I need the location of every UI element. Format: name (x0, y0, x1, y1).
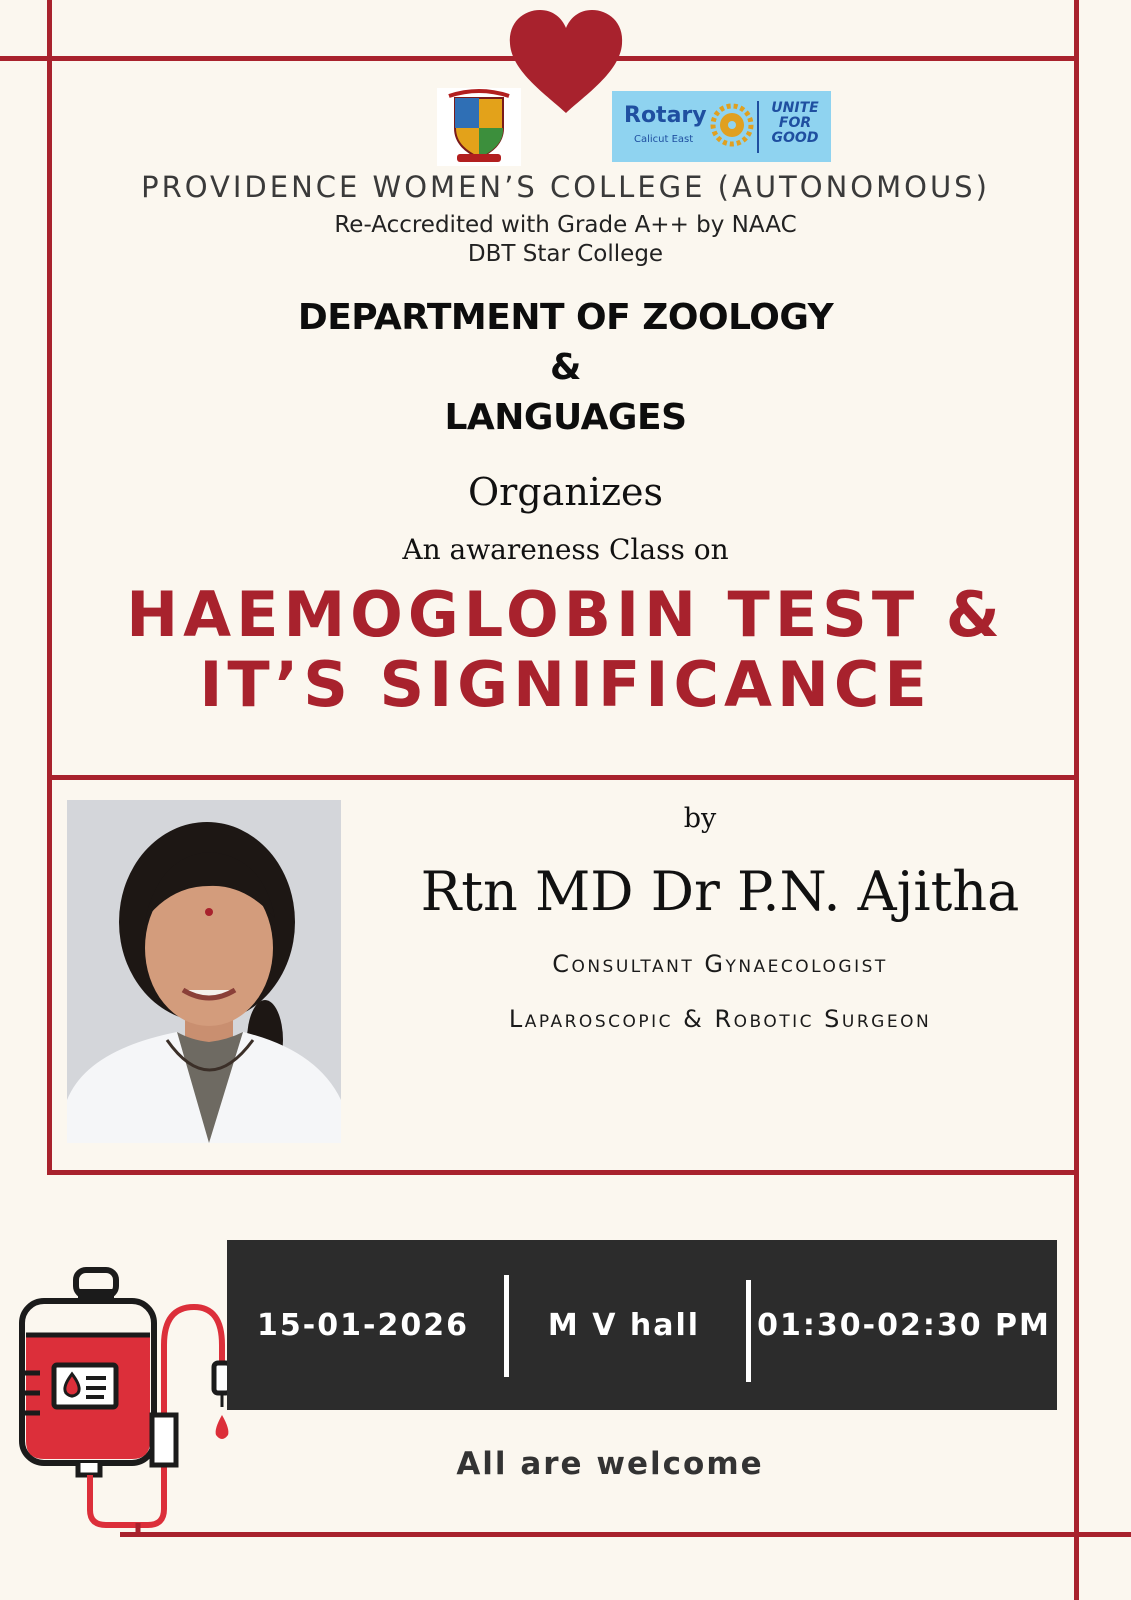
department-zoology: DEPARTMENT OF ZOOLOGY (297, 297, 834, 338)
frame-photo-bottom-line (47, 1170, 1079, 1175)
event-title-line-2: IT’S SIGNIFICANCE (199, 648, 932, 721)
college-name: PROVIDENCE WOMEN’S COLLEGE (AUTONOMOUS) (141, 170, 990, 204)
speaker-role-2: Laparoscopic & Robotic Surgeon (508, 1005, 932, 1033)
college-crest-logo (437, 88, 521, 166)
rotary-logo-divider (757, 101, 759, 153)
speaker-by-text: by (683, 803, 717, 834)
event-title-line-1: HAEMOGLOBIN TEST & (126, 578, 1005, 651)
event-info-bar (227, 1240, 1057, 1410)
awareness-class-text: An awareness Class on (402, 533, 729, 566)
college-status: DBT Star College (467, 241, 664, 267)
rotary-logo-slogan: UNITE FOR GOOD (771, 100, 819, 146)
speaker-photo (67, 800, 341, 1143)
speaker-role-1: Consultant Gynaecologist (552, 950, 888, 978)
rotary-logo (612, 91, 831, 162)
department-ampersand: & (550, 347, 581, 388)
event-date: 15-01-2026 (257, 1307, 469, 1343)
rotary-wheel-icon (710, 103, 754, 147)
frame-bottom-line (120, 1532, 1131, 1537)
heart-icon (508, 10, 624, 115)
frame-divider-line (47, 775, 1079, 780)
frame-right-line (1074, 0, 1079, 1600)
event-venue: M V hall (547, 1307, 701, 1343)
welcome-text: All are welcome (456, 1446, 764, 1482)
rotary-logo-club: Calicut East (634, 134, 694, 145)
rotary-logo-name: Rotary (624, 103, 707, 128)
department-languages: LANGUAGES (444, 397, 687, 438)
college-accreditation: Re-Accredited with Grade A++ by NAAC (334, 212, 797, 238)
blood-bag-icon (18, 1265, 230, 1545)
organizes-text: Organizes (468, 470, 663, 514)
event-time: 01:30-02:30 PM (757, 1307, 1051, 1343)
speaker-name: Rtn MD Dr P.N. Ajitha (420, 860, 1020, 923)
